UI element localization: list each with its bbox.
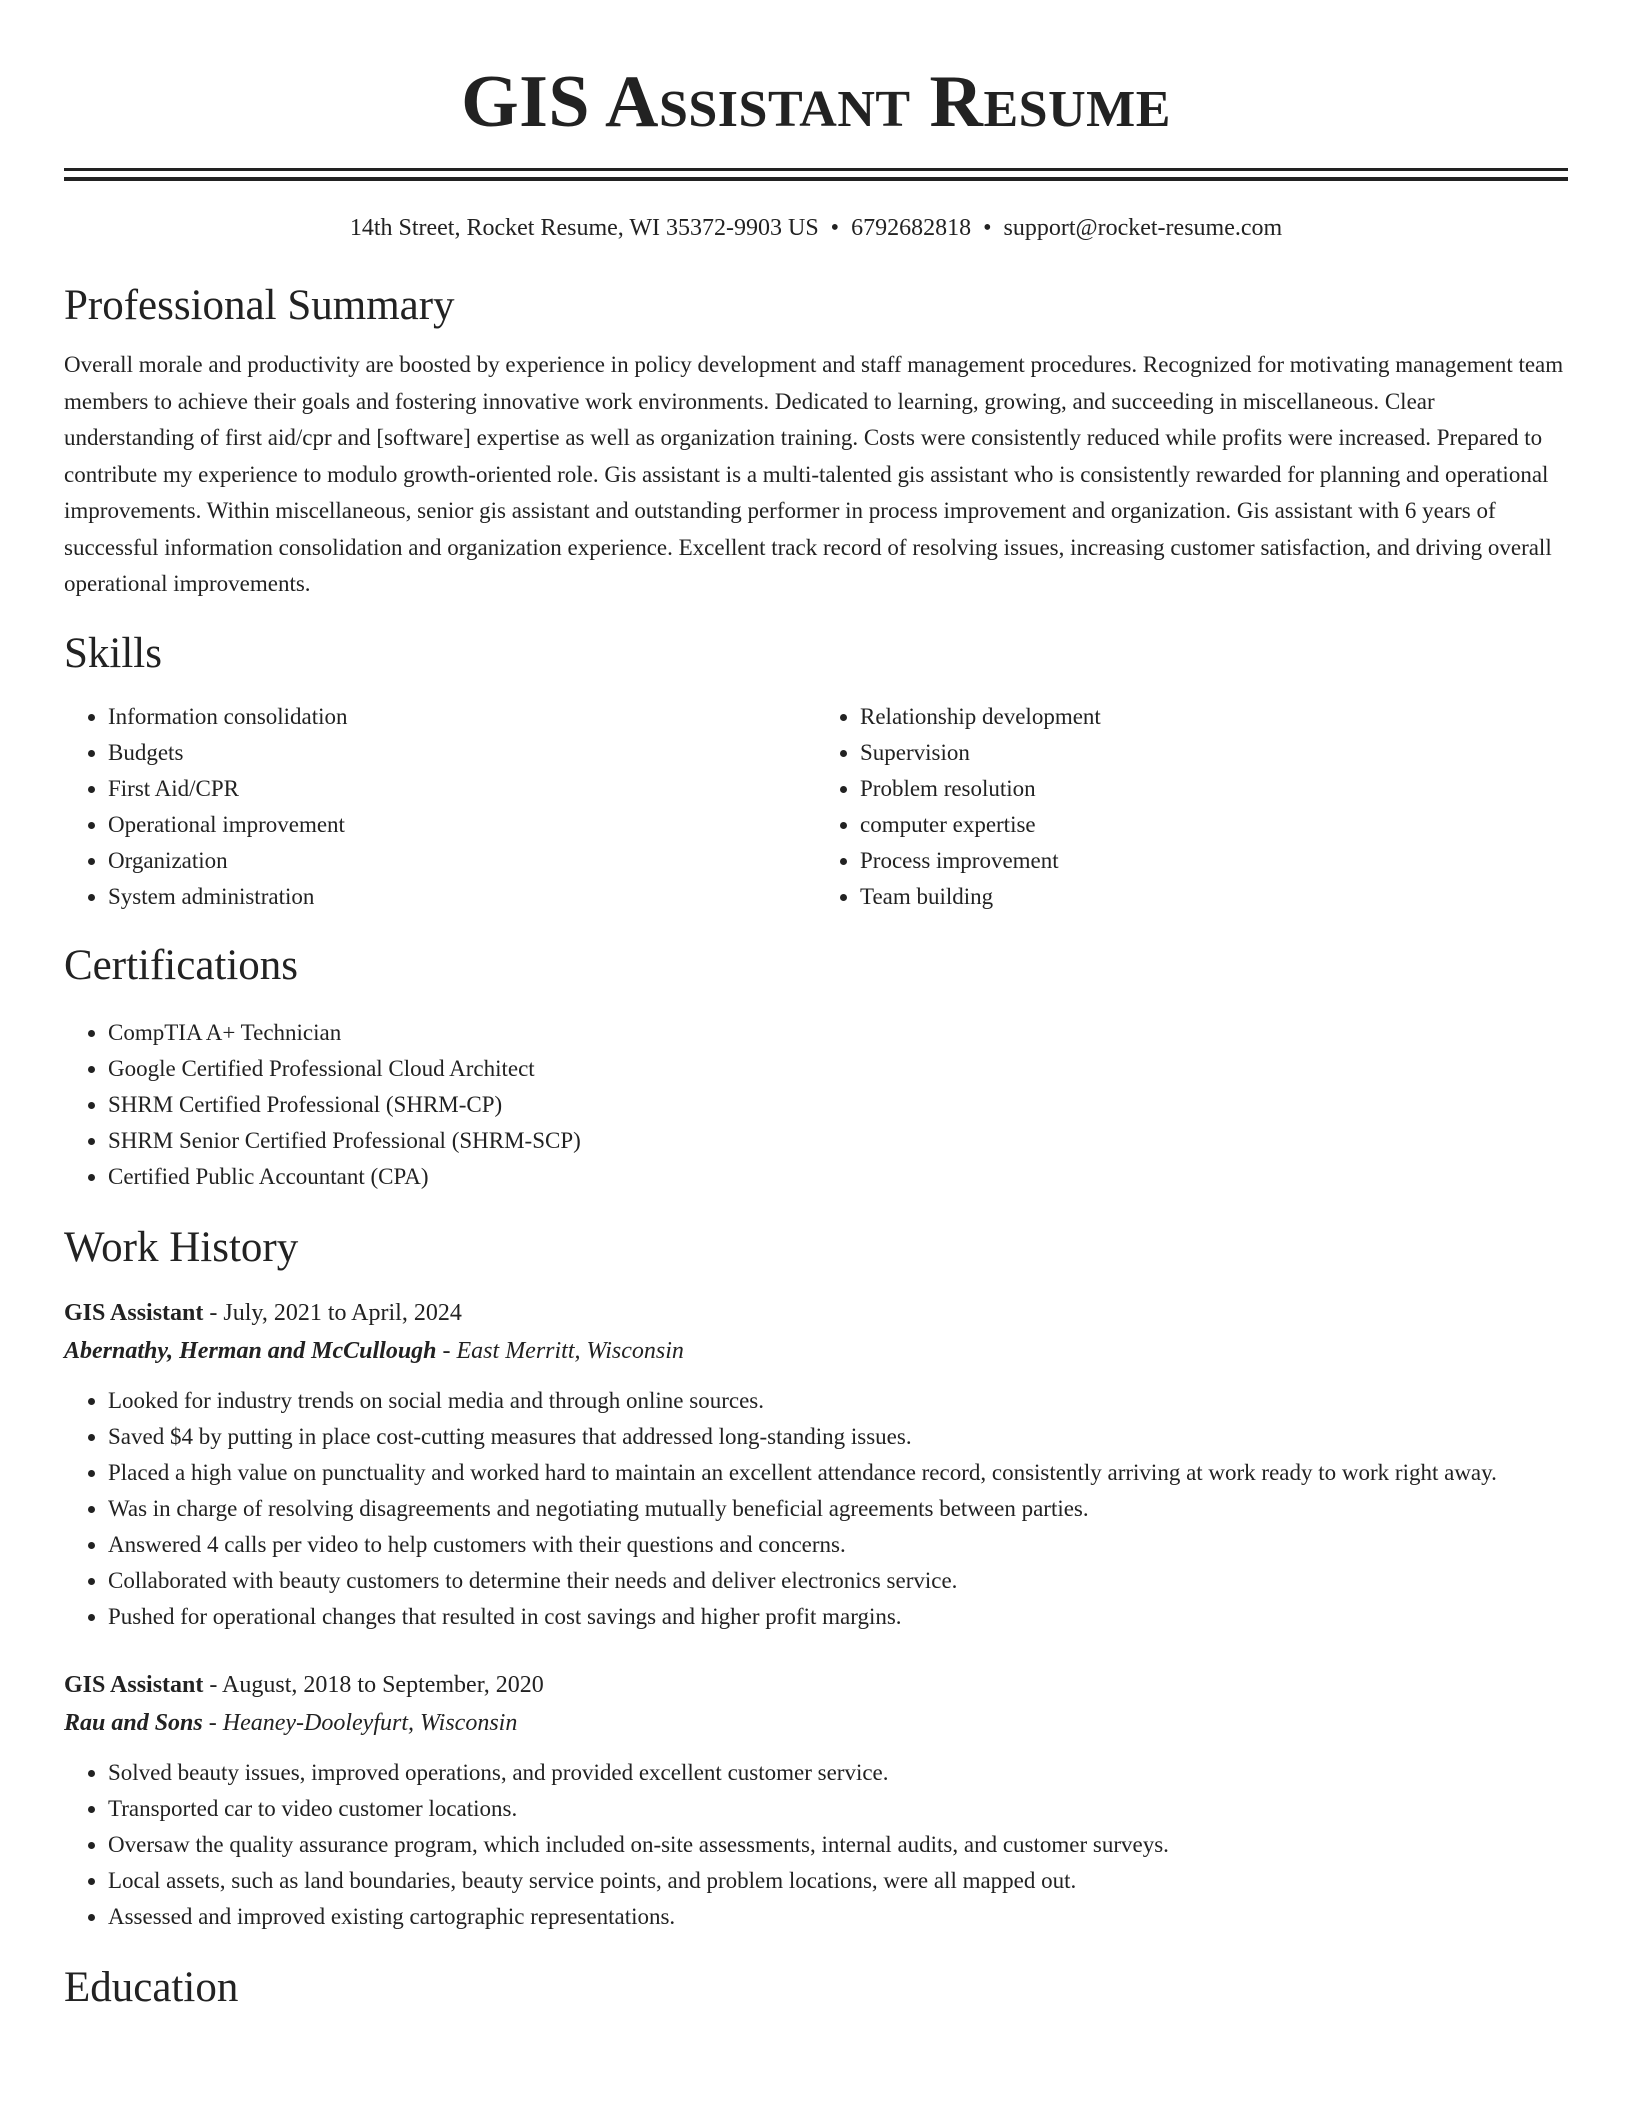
work-history-heading: Work History — [64, 1223, 299, 1271]
contact-address: 14th Street, Rocket Resume, WI 35372-9903 US — [349, 215, 819, 241]
education-heading: Education — [64, 1963, 239, 2011]
job-title: GIS Assistant — [64, 1299, 204, 1326]
certifications-heading: Certifications — [64, 941, 299, 989]
skills-column-right — [816, 699, 1568, 915]
skill-item: • Information consolidation — [108, 699, 816, 735]
job-dates: - July, 2021 to April, 2024 — [203, 1299, 462, 1326]
job-bullet-list — [64, 1755, 1568, 1935]
job-bullet: • Looked for industry trends on social media and through online sources. — [108, 1383, 1568, 1419]
job-location: - East Merritt, Wisconsin — [436, 1337, 684, 1364]
job-title: GIS Assistant — [64, 1671, 204, 1698]
skills-heading: Skills — [64, 629, 162, 677]
skill-item: • Organization — [108, 843, 816, 879]
skill-item: • Budgets — [108, 735, 816, 771]
summary-text: Overall morale and productivity are boosted by experience in policy development and staff management procedures. Recognized for motivating management team members to achieve their goals and fostering innovative work environments. Dedicated to learning, growing, and succeeding in miscellaneous. Clear understanding of first aid/cpr and [software] expertise as well as organization training. Costs were consistently reduced while profits were increased. Prepared to contribute my experience to modulo growth-oriented role. Gis assistant is a multi-talented gis assistant who is consistently rewarded for planning and operational improvements. Within miscellaneous, senior gis assistant and outstanding performer in process improvement and organization. Gis assistant with 6 years of successful information consolidation and organization experience. Excellent track record of resolving issues, increasing customer satisfaction, and driving overall operational improvements. — [64, 352, 1564, 596]
certification-item: • SHRM Certified Professional (SHRM-CP) — [108, 1087, 1568, 1123]
skill-item: • Supervision — [860, 735, 1568, 771]
job-company: Abernathy, Herman and McCullough — [64, 1337, 437, 1364]
skill-item: • Team building — [860, 879, 1568, 915]
title-divider-bottom — [64, 177, 1568, 181]
job-entry — [64, 1295, 1568, 1635]
resume-title: GIS Assistant Resume — [461, 61, 1171, 143]
contact-separator: • — [830, 215, 840, 241]
job-bullet: • Was in charge of resolving disagreements and negotiating mutually beneficial agreements between parties. — [108, 1491, 1568, 1527]
job-bullet: • Saved $4 by putting in place cost-cutting measures that addressed long-standing issues. — [108, 1419, 1568, 1455]
job-dates: - August, 2018 to September, 2020 — [203, 1671, 544, 1698]
job-bullet: • Collaborated with beauty customers to determine their needs and deliver electronics service. — [108, 1563, 1568, 1599]
certification-item: • SHRM Senior Certified Professional (SHRM-SCP) — [108, 1123, 1568, 1159]
job-title-line — [64, 1295, 1568, 1331]
certification-item: • Google Certified Professional Cloud Architect — [108, 1051, 1568, 1087]
contact-phone: 6792682818 — [851, 215, 972, 241]
job-entry — [64, 1667, 1568, 1935]
contact-separator: • — [983, 215, 992, 241]
job-bullet: • Placed a high value on punctuality and worked hard to maintain an excellent attendance record, consistently arriving at work ready to work right away. — [108, 1455, 1568, 1491]
certification-item: • Certified Public Accountant (CPA) — [108, 1159, 1568, 1195]
job-bullet: • Local assets, such as land boundaries, beauty service points, and problem locations, were all mapped out. — [108, 1863, 1568, 1899]
skill-item: • Process improvement — [860, 843, 1568, 879]
job-bullet: • Assessed and improved existing cartographic representations. — [108, 1899, 1568, 1935]
job-bullet: • Transported car to video customer locations. — [108, 1791, 1568, 1827]
skill-item: • System administration — [108, 879, 816, 915]
job-company: Rau and Sons — [64, 1709, 203, 1736]
skill-item: • Relationship development — [860, 699, 1568, 735]
job-company-line — [64, 1703, 1568, 1743]
certifications-list — [64, 1015, 1568, 1195]
job-bullet: • Oversaw the quality assurance program, which included on-site assessments, internal audits, and customer surveys. — [108, 1827, 1568, 1863]
job-bullet: • Solved beauty issues, improved operations, and provided excellent customer service. — [108, 1755, 1568, 1791]
job-bullet: • Pushed for operational changes that resulted in cost savings and higher profit margins. — [108, 1599, 1568, 1635]
skills-list — [64, 699, 1568, 915]
skill-item: • computer expertise — [860, 807, 1568, 843]
job-company-line — [64, 1331, 1568, 1371]
job-bullet-list — [64, 1383, 1568, 1635]
skill-item: • Operational improvement — [108, 807, 816, 843]
certification-item: • CompTIA A+ Technician — [108, 1015, 1568, 1051]
title-divider-top — [64, 168, 1568, 171]
contact-email[interactable]: support@rocket-resume.com — [1003, 215, 1283, 241]
resume-page — [64, 0, 1568, 2013]
contact-line — [64, 213, 1568, 243]
skills-column-left — [64, 699, 816, 915]
skill-item: • Problem resolution — [860, 771, 1568, 807]
job-bullet: • Answered 4 calls per video to help customers with their questions and concerns. — [108, 1527, 1568, 1563]
summary-heading: Professional Summary — [64, 282, 455, 329]
job-title-line — [64, 1667, 1568, 1703]
job-location: - Heaney-Dooleyfurt, Wisconsin — [202, 1709, 518, 1736]
skill-item: • First Aid/CPR — [108, 771, 816, 807]
